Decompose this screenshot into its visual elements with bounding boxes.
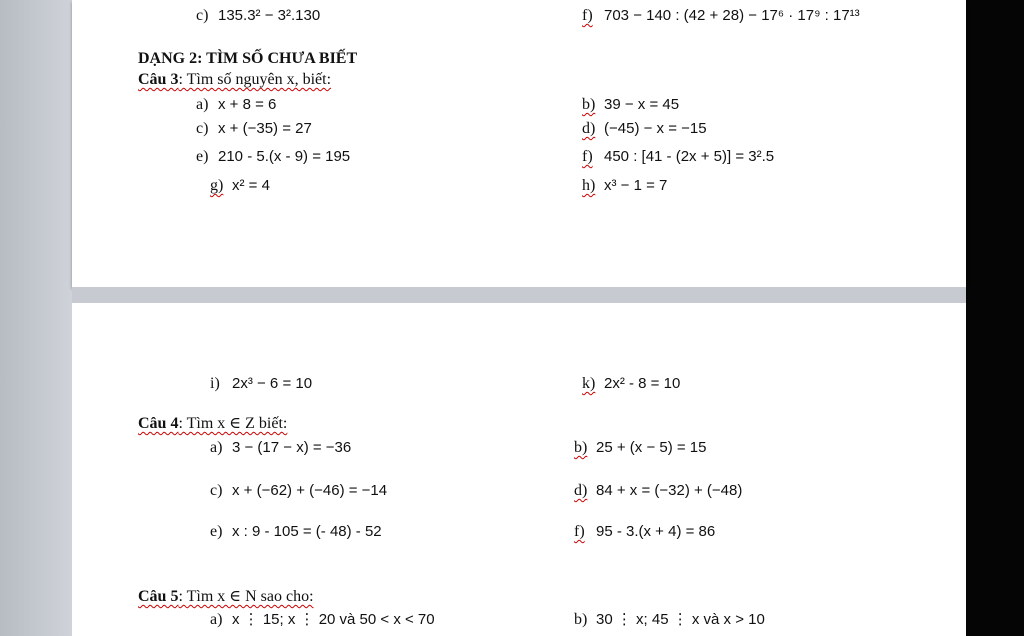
page-separator [72, 287, 966, 303]
exercise-item: b) 39 − x = 45 [582, 96, 680, 113]
exercise-item: i) 2x³ − 6 = 10 [210, 375, 313, 392]
exercise-item: e) x : 9 - 105 = (- 48) - 52 [210, 523, 382, 540]
exercise-item: f) 703 − 140 : (42 + 28) − 17⁶ · 17⁹ : 17¹³ [582, 7, 860, 24]
exercise-item: k) 2x² - 8 = 10 [582, 375, 681, 392]
exercise-item: d) (−45) − x = −15 [582, 120, 707, 137]
exercise-item: f) 95 - 3.(x + 4) = 86 [574, 523, 716, 540]
exercise-item: c) 135.3² − 3².130 [196, 7, 321, 24]
exercise-item: d) 84 + x = (−32) + (−48) [574, 482, 743, 499]
document-page-1 [72, 0, 966, 287]
question-3-heading: Câu 3: Tìm số nguyên x, biết: [138, 71, 332, 88]
question-5-heading: Câu 5: Tìm x ∈ N sao cho: [138, 588, 314, 605]
window-left-gutter [0, 0, 72, 636]
question-4-heading: Câu 4: Tìm x ∈ Z biết: [138, 415, 288, 432]
exercise-item: a) 3 − (17 − x) = −36 [210, 439, 352, 456]
exercise-item: a) x + 8 = 6 [196, 96, 277, 113]
exercise-item: e) 210 - 5.(x - 9) = 195 [196, 148, 351, 165]
exercise-item: b) 25 + (x − 5) = 15 [574, 439, 707, 456]
exercise-item: b) 30 ⋮ x; 45 ⋮ x và x > 10 [574, 611, 765, 628]
exercise-item: f) 450 : [41 - (2x + 5)] = 3².5 [582, 148, 775, 165]
exercise-item: h) x³ − 1 = 7 [582, 177, 668, 194]
exercise-item: c) x + (−62) + (−46) = −14 [210, 482, 388, 499]
section-title: DẠNG 2: TÌM SỐ CHƯA BIẾT [138, 50, 358, 67]
window-right-edge [966, 0, 1024, 636]
document-page-2 [72, 303, 966, 636]
exercise-item: a) x ⋮ 15; x ⋮ 20 và 50 < x < 70 [210, 611, 435, 628]
exercise-item: g) x² = 4 [210, 177, 270, 194]
exercise-item: c) x + (−35) = 27 [196, 120, 312, 137]
